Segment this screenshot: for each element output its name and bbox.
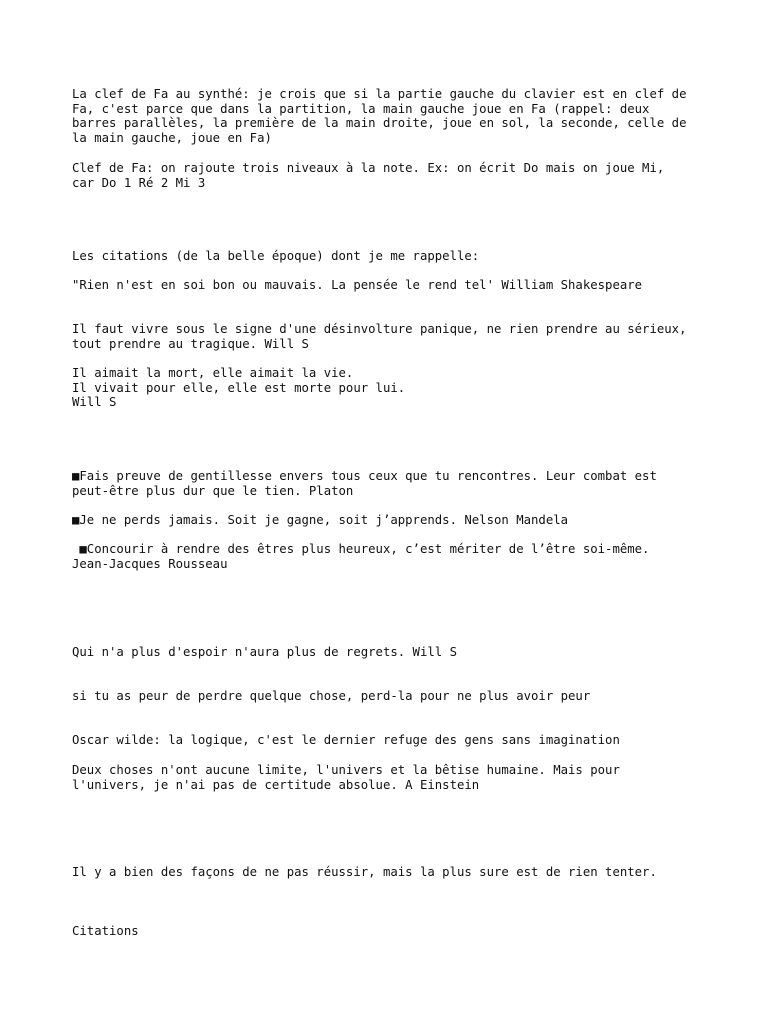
paragraph-citations-intro: Les citations (de la belle époque) dont je me rappelle: (72, 249, 480, 263)
paragraph-quote-einstein: Deux choses n'ont aucune limite, l'univers et la bêtise humaine. Mais pour l'univers, je n'ai pas de certitude absolue. A Einstein (72, 763, 620, 792)
paragraph-quote-rousseau: ■Concourir à rendre des êtres plus heureux, c’est mériter de l’être soi-même. Jean-Jacques Rousseau (72, 542, 650, 571)
paragraph-citations-heading: Citations (72, 924, 139, 938)
paragraph-clef-fa-note: Clef de Fa: on rajoute trois niveaux à la note. Ex: on écrit Do mais on joue Mi, car Do 1 Ré 2 Mi 3 (72, 161, 665, 190)
paragraph-quote-wilde: Oscar wilde: la logique, c'est le dernier refuge des gens sans imagination (72, 733, 620, 747)
paragraph-quote-desinvolture: Il faut vivre sous le signe d'une désinvolture panique, ne rien prendre au sérieux, tout prendre au tragique. Will S (72, 322, 687, 351)
paragraph-quote-shakespeare: "Rien n'est en soi bon ou mauvais. La pensée le rend tel' William Shakespeare (72, 278, 643, 292)
paragraph-quote-reussir: Il y a bien des façons de ne pas réussir, mais la plus sure est de rien tenter. (72, 865, 657, 879)
paragraph-quote-espoir: Qui n'a plus d'espoir n'aura plus de regrets. Will S (72, 645, 457, 659)
paragraph-quote-platon: ■Fais preuve de gentillesse envers tous ceux que tu rencontres. Leur combat est peut-être plus dur que le tien. Platon (72, 469, 657, 498)
paragraph-quote-mandela: ■Je ne perds jamais. Soit je gagne, soit j’apprends. Nelson Mandela (72, 513, 569, 527)
paragraph-clef-fa-synthe: La clef de Fa au synthé: je crois que si la partie gauche du clavier est en clef de Fa, c'est parce que dans la partition, la main gauche joue en Fa (rappel: deux barres parallèles, la première de la main droite, joue en sol, la seconde, celle de la main gauche, joue en Fa) (72, 87, 687, 145)
paragraph-quote-peur: si tu as peur de perdre quelque chose, perd-la pour ne plus avoir peur (72, 689, 591, 703)
paragraph-quote-mort-vie: Il aimait la mort, elle aimait la vie. Il vivait pour elle, elle est morte pour lui. Will S (72, 366, 406, 410)
